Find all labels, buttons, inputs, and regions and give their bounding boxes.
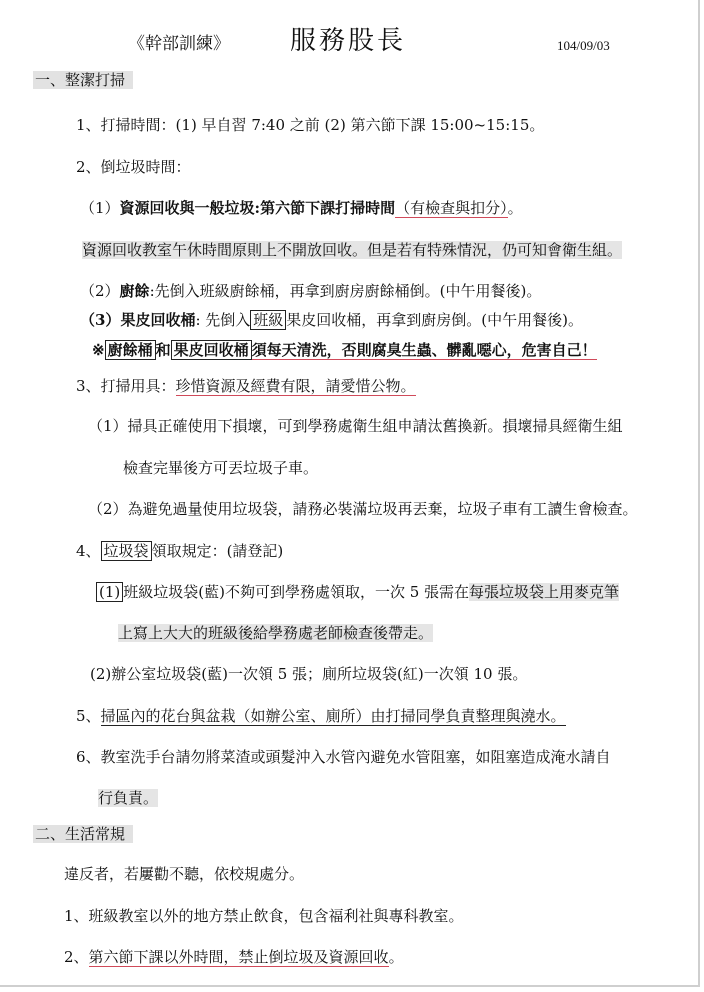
s2-item2-prefix: 2、 — [64, 948, 89, 966]
warning-and: 和 — [155, 341, 171, 359]
s2-item2-ul: 第六節下課以外時間，禁止倒垃圾及資源回收 — [88, 948, 389, 966]
s1-sub2-prefix: （2） — [80, 282, 120, 300]
s1-item1: 1、打掃時間：(1) 早自習 7:40 之前 (2) 第六節下課 15:00~15:15。 — [76, 116, 545, 134]
s1-sub3 — [80, 308, 583, 332]
s1-item4 — [76, 539, 283, 563]
warning-note — [92, 338, 597, 362]
s1-item6b — [98, 786, 158, 810]
section2-heading-text: 二、生活常規 — [33, 825, 133, 843]
s1-sub1-paren: （有檢查與扣分） — [395, 199, 508, 217]
s1-item4-rest: 領取規定：(請登記) — [151, 542, 284, 560]
recycle-note-text: 資源回收教室午休時間原則上不開放回收。但是若有特殊情況，仍可知會衛生組。 — [82, 241, 623, 259]
s1-sub3-bold: 果皮回收桶 — [120, 311, 196, 329]
s1-item4-sub1b-text: 上寫上大大的班級後給學務處老師檢查後帶走。 — [118, 624, 434, 642]
header-left-label: 《幹部訓練》 — [128, 34, 230, 54]
s2-intro: 違反者，若屢勸不聽，依校規處分。 — [64, 865, 305, 883]
s1-item4-sub1-gray: 每張垃圾袋上用麥克筆 — [469, 583, 620, 601]
warning-mark: ※ — [92, 341, 105, 359]
s2-item2-end: 。 — [388, 948, 404, 966]
s1-item3-sub2: （2）為避免過量使用垃圾袋，請務必裝滿垃圾再丟棄，垃圾子車有工讀生會檢查。 — [88, 500, 638, 518]
s1-item3-sub1a: （1）掃具正確使用下損壞，可到學務處衛生組申請汰舊換新。損壞掃具經衛生組 — [88, 417, 623, 435]
s1-sub2 — [80, 279, 541, 303]
s1-sub3-box: 班級 — [250, 310, 286, 330]
s1-sub2-bold: 廚餘 — [119, 282, 150, 300]
s1-item4-prefix: 4、 — [76, 542, 101, 560]
s1-item4-sub1-box: (1) — [96, 582, 123, 602]
s1-item5-ul: 掃區內的花台與盆栽（如辦公室、廁所）由打掃同學負責整理與澆水。 — [100, 707, 566, 725]
s1-item6a: 6、教室洗手台請勿將菜渣或頭髮沖入水管內避免水管阻塞，如阻塞造成淹水請自 — [76, 748, 611, 766]
header-date: 104/09/03 — [557, 38, 610, 53]
recycle-note — [82, 238, 622, 262]
s1-item3-prefix: 3、打掃用具： — [76, 377, 176, 395]
s1-sub1 — [80, 196, 523, 220]
s2-item1: 1、班級教室以外的地方禁止飲食，包含福利社與專科教室。 — [64, 907, 464, 925]
s1-sub3-rest-a: : 先倒入 — [195, 311, 251, 329]
s1-sub3-prefix: （3） — [80, 311, 121, 329]
s1-item4-sub1b — [118, 621, 433, 645]
warning-box1: 廚餘桶 — [105, 340, 156, 360]
s1-item4-sub1-text: 班級垃圾袋(藍)不夠可到學務處領取，一次 5 張需在 — [123, 583, 470, 601]
warning-box2: 果皮回收桶 — [171, 340, 252, 360]
section1-heading — [33, 68, 133, 92]
s1-item3 — [76, 374, 416, 398]
s1-item3-sub1b: 檢查完畢後方可丟垃圾子車。 — [123, 459, 319, 477]
warning-rest: 須每天清洗，否則腐臭生蟲、髒亂噁心，危害自己！ — [251, 341, 597, 359]
s1-sub1-prefix: （1） — [80, 199, 120, 217]
s1-item5-prefix: 5、 — [76, 707, 101, 725]
s1-item4-sub1a — [96, 580, 619, 604]
s1-item6b-text: 行負責。 — [98, 789, 159, 807]
section1-heading-text: 一、整潔打掃 — [33, 71, 133, 89]
s1-item2: 2、倒垃圾時間： — [76, 158, 191, 176]
s1-sub1-end: 。 — [507, 199, 523, 217]
s1-item5 — [76, 704, 566, 728]
s1-item4-box: 垃圾袋 — [101, 541, 152, 561]
s1-item3-ul: 珍惜資源及經費有限，請愛惜公物。 — [175, 377, 416, 395]
section2-heading — [33, 822, 133, 846]
s1-sub2-rest: :先倒入班級廚餘桶，再拿到廚房廚餘桶倒。(中午用餐後)。 — [149, 282, 542, 300]
s1-sub1-bold: 資源回收與一般垃圾:第六節下課打掃時間 — [119, 199, 396, 217]
s2-item2 — [64, 945, 404, 969]
s1-sub3-rest-b: 果皮回收桶，再拿到廚房倒。(中午用餐後)。 — [286, 311, 584, 329]
s1-item4-sub2: (2)辦公室垃圾袋(藍)一次領 5 張；廁所垃圾袋(紅)一次領 10 張。 — [90, 665, 528, 683]
page-title: 服務股長 — [290, 26, 407, 56]
